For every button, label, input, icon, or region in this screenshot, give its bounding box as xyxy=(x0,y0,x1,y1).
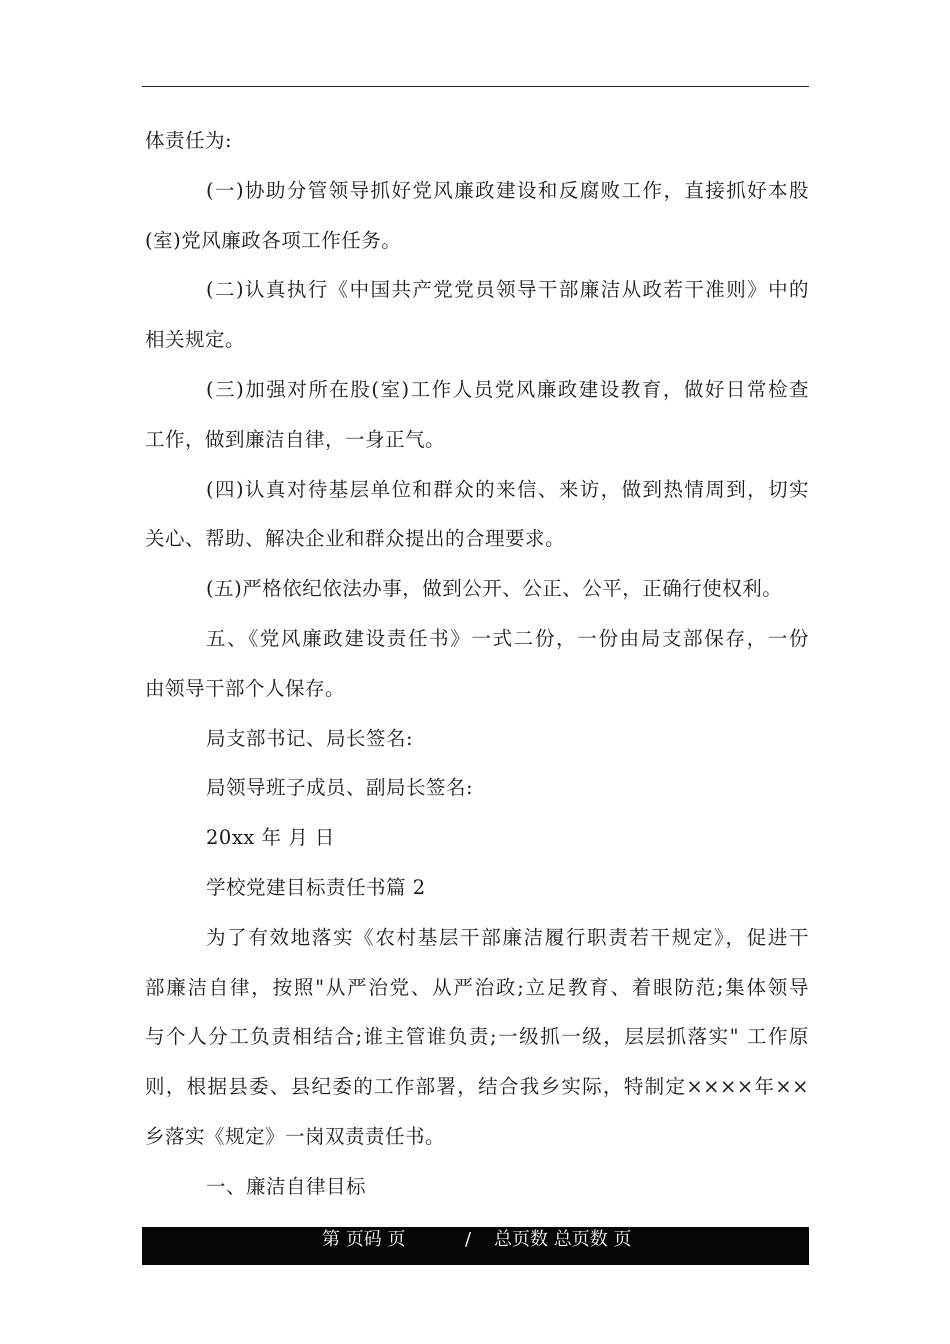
total-pages-label: 总页数 总页数 页 xyxy=(494,1229,632,1250)
paragraph-line: 则，根据县委、县纪委的工作部署，结合我乡实际，特制定××××年×× xyxy=(145,1075,809,1099)
paragraph-line: 为了有效地落实《农村基层干部廉洁履行职责若干规定》，促进干 xyxy=(206,925,809,949)
paragraph-line: (三)加强对所在股(室)工作人员党风廉政建设教育，做好日常检查 xyxy=(206,377,809,401)
paragraph-line: 工作，做到廉洁自律，一身正气。 xyxy=(145,427,446,451)
paragraph-line: 局支部书记、局长签名: xyxy=(206,726,414,750)
page-footer xyxy=(142,1227,809,1265)
paragraph-line: 学校党建目标责任书篇 2 xyxy=(206,875,426,899)
paragraph-line: 乡落实《规定》一岗双责责任书。 xyxy=(145,1124,446,1148)
paragraph-line: (五)严格依纪依法办事，做到公开、公正、公平，正确行使权利。 xyxy=(206,577,783,601)
paragraph-line: (室)党风廉政各项工作任务。 xyxy=(145,228,402,252)
paragraph-line: 关心、帮助、解决企业和群众提出的合理要求。 xyxy=(145,527,566,551)
paragraph-line: 与个人分工负责相结合;谁主管谁负责;一级抓一级，层层抓落实" 工作原 xyxy=(145,1025,809,1049)
paragraph-line: 部廉洁自律，按照"从严治党、从严治政;立足教育、着眼防范;集体领导 xyxy=(145,975,809,999)
paragraph-line: 局领导班子成员、副局长签名: xyxy=(206,776,474,800)
paragraph-line: 由领导干部个人保存。 xyxy=(145,676,346,700)
paragraph-line: 相关规定。 xyxy=(145,328,246,352)
page-number-label: 第 页码 页 xyxy=(322,1229,406,1250)
paragraph-line: 五、《党风廉政建设责任书》一式二份，一份由局支部保存，一份 xyxy=(206,626,809,650)
page-separator: / xyxy=(465,1229,472,1250)
paragraph-line: (一)协助分管领导抓好党风廉政建设和反腐败工作，直接抓好本股 xyxy=(206,178,809,202)
paragraph-line: 体责任为: xyxy=(145,129,233,152)
paragraph-line: (二)认真执行《中国共产党党员领导干部廉洁从政若干准则》中的 xyxy=(206,278,809,302)
paragraph-line: 20xx 年 月 日 xyxy=(206,826,335,850)
header-rule xyxy=(142,86,809,87)
paragraph-line: (四)认真对待基层单位和群众的来信、来访，做到热情周到，切实 xyxy=(206,477,809,501)
paragraph-line: 一、廉洁自律目标 xyxy=(206,1174,367,1198)
document-body xyxy=(145,116,809,1212)
